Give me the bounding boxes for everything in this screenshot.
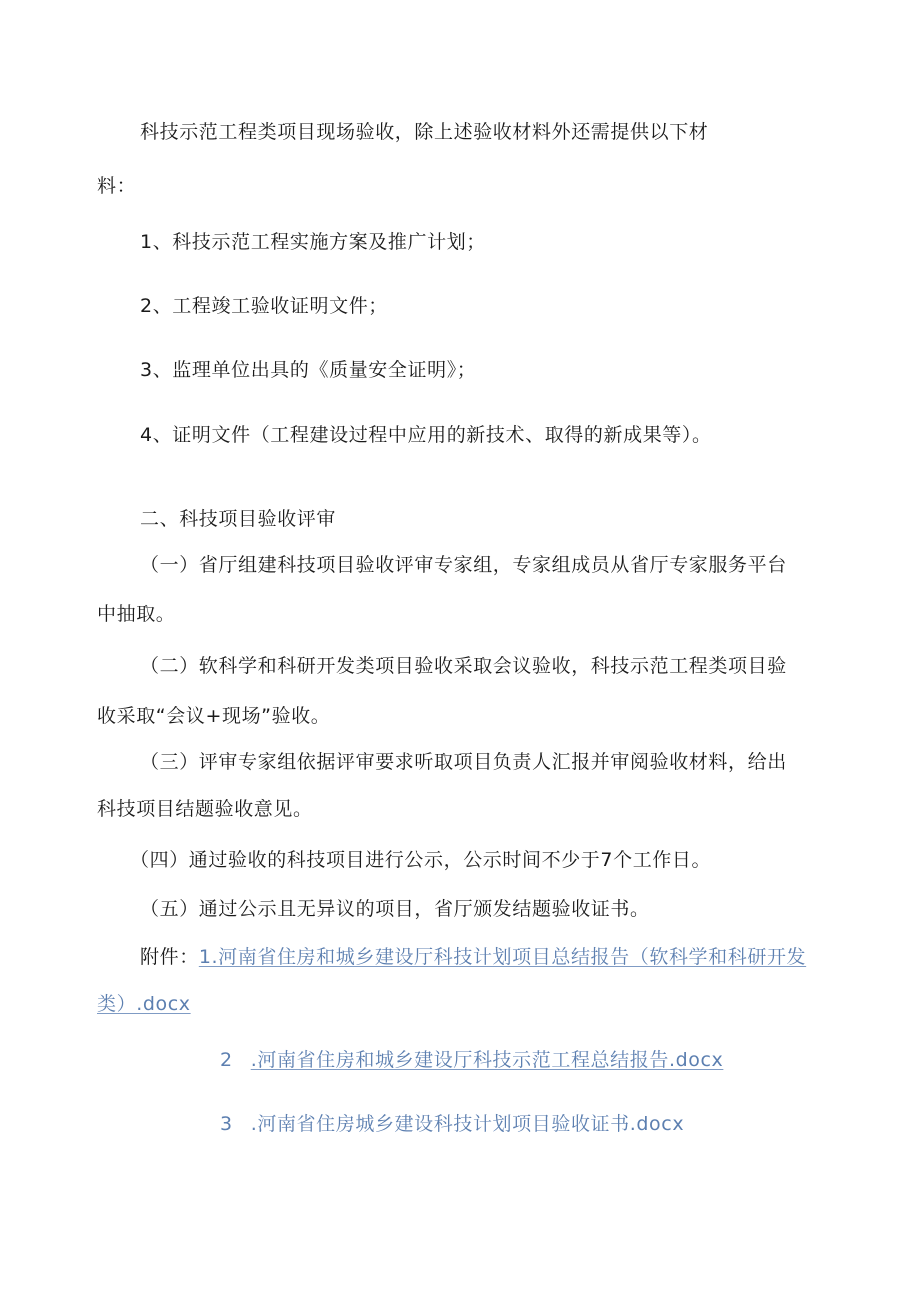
requirement-item-3: 3、监理单位出具的《质量安全证明》； xyxy=(140,359,477,381)
attachment-link-2[interactable]: .河南省住房和城乡建设厅科技示范工程总结报告.docx xyxy=(250,1049,724,1071)
intro-line-2: 料： xyxy=(97,175,137,197)
attachments-row-1 xyxy=(140,943,806,971)
attachment-3-number: 3 xyxy=(220,1113,233,1135)
requirement-item-1: 1、科技示范工程实施方案及推广计划； xyxy=(140,231,486,253)
section-heading: 二、科技项目验收评审 xyxy=(140,508,337,530)
review-item-2-line-1: （二）软科学和科研开发类项目验收采取会议验收，科技示范工程类项目验 xyxy=(140,655,787,677)
intro-line-1: 科技示范工程类项目现场验收，除上述验收材料外还需提供以下材 xyxy=(140,121,709,143)
review-item-3-line-1: （三）评审专家组依据评审要求听取项目负责人汇报并审阅验收材料，给出 xyxy=(140,751,787,773)
attachment-2-number: 2 xyxy=(220,1049,233,1071)
attachments-label: 附件： xyxy=(140,946,199,968)
review-item-2-line-2: 收采取“会议+现场”验收。 xyxy=(97,705,331,727)
requirement-item-2: 2、工程竣工验收证明文件； xyxy=(140,295,388,317)
review-item-1-line-2: 中抽取。 xyxy=(97,603,176,625)
attachment-link-1[interactable]: 1.河南省住房和城乡建设厅科技计划项目总结报告（软科学和科研开发 xyxy=(198,946,807,968)
requirement-item-4: 4、证明文件（工程建设过程中应用的新技术、取得的新成果等）。 xyxy=(140,424,712,446)
review-item-4: （四）通过验收的科技项目进行公示，公示时间不少于7个工作日。 xyxy=(130,849,712,871)
review-item-1-line-1: （一）省厅组建科技项目验收评审专家组，专家组成员从省厅专家服务平台 xyxy=(140,554,787,576)
review-item-3-line-2: 科技项目结题验收意见。 xyxy=(97,798,313,820)
review-item-5: （五）通过公示且无异议的项目，省厅颁发结题验收证书。 xyxy=(140,898,650,920)
attachment-link-1-continued[interactable]: 类）.docx xyxy=(97,993,191,1015)
attachment-row-3 xyxy=(220,1110,684,1138)
attachment-3-text[interactable]: .河南省住房城乡建设科技计划项目验收证书.docx xyxy=(250,1113,685,1135)
attachment-row-2 xyxy=(220,1046,723,1074)
